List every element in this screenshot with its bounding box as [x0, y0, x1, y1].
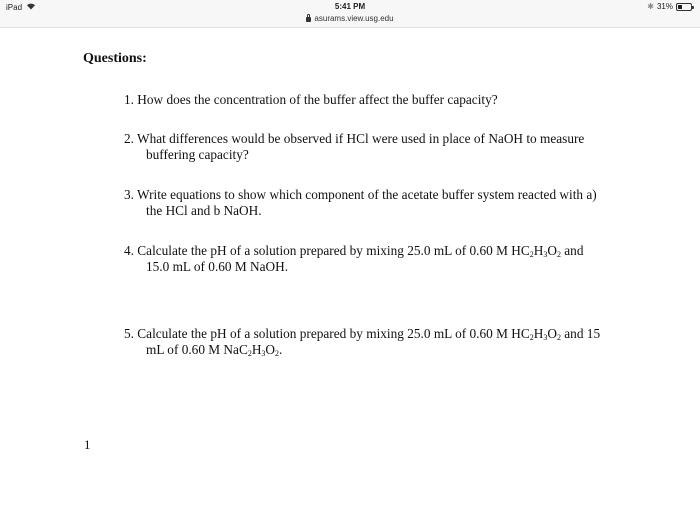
system-indicators [647, 2, 692, 11]
clock: 5:41 PM [334, 2, 366, 11]
question-1 [124, 92, 498, 108]
question-text: 4. Calculate the pH of a solution prepared by mixing 25.0 mL of 0.60 M $HC_2H_3O_2$ and [124, 243, 584, 259]
document-page [0, 29, 700, 525]
battery-percent: 31% [656, 2, 673, 11]
question-text: 3. Write equations to show which component of the acetate buffer system reacted with a) [124, 187, 597, 202]
question-5 [124, 326, 600, 358]
question-text-cont: mL of 0.60 M $NaC_2H_3O_2$. [146, 342, 283, 358]
question-text-cont: 15.0 mL of 0.60 M NaOH. [146, 259, 289, 274]
question-text: 1. How does the concentration of the buffer affect the buffer capacity? [124, 92, 498, 107]
status-bar [0, 0, 700, 28]
bluetooth-icon: ✱ [647, 2, 654, 11]
lock-icon [306, 17, 311, 22]
question-text: 2. What differences would be observed if HCl were used in place of NaOH to measure [124, 131, 585, 146]
question-4 [124, 243, 583, 275]
url-text: asurams.view.usg.edu [314, 14, 394, 23]
address-bar[interactable] [0, 14, 700, 23]
question-2 [124, 131, 584, 163]
battery-icon [676, 3, 692, 11]
page-number: 1 [84, 437, 91, 452]
question-text: 5. Calculate the pH of a solution prepared by mixing 25.0 mL of 0.60 M $HC_2H_3O_2$ and 15 [124, 326, 601, 342]
question-3 [124, 187, 597, 219]
question-text-cont: the HCl and b NaOH. [146, 203, 262, 218]
question-text-cont: buffering capacity? [146, 147, 249, 162]
device-name: iPad [6, 2, 23, 12]
questions-heading: Questions: [83, 51, 147, 66]
